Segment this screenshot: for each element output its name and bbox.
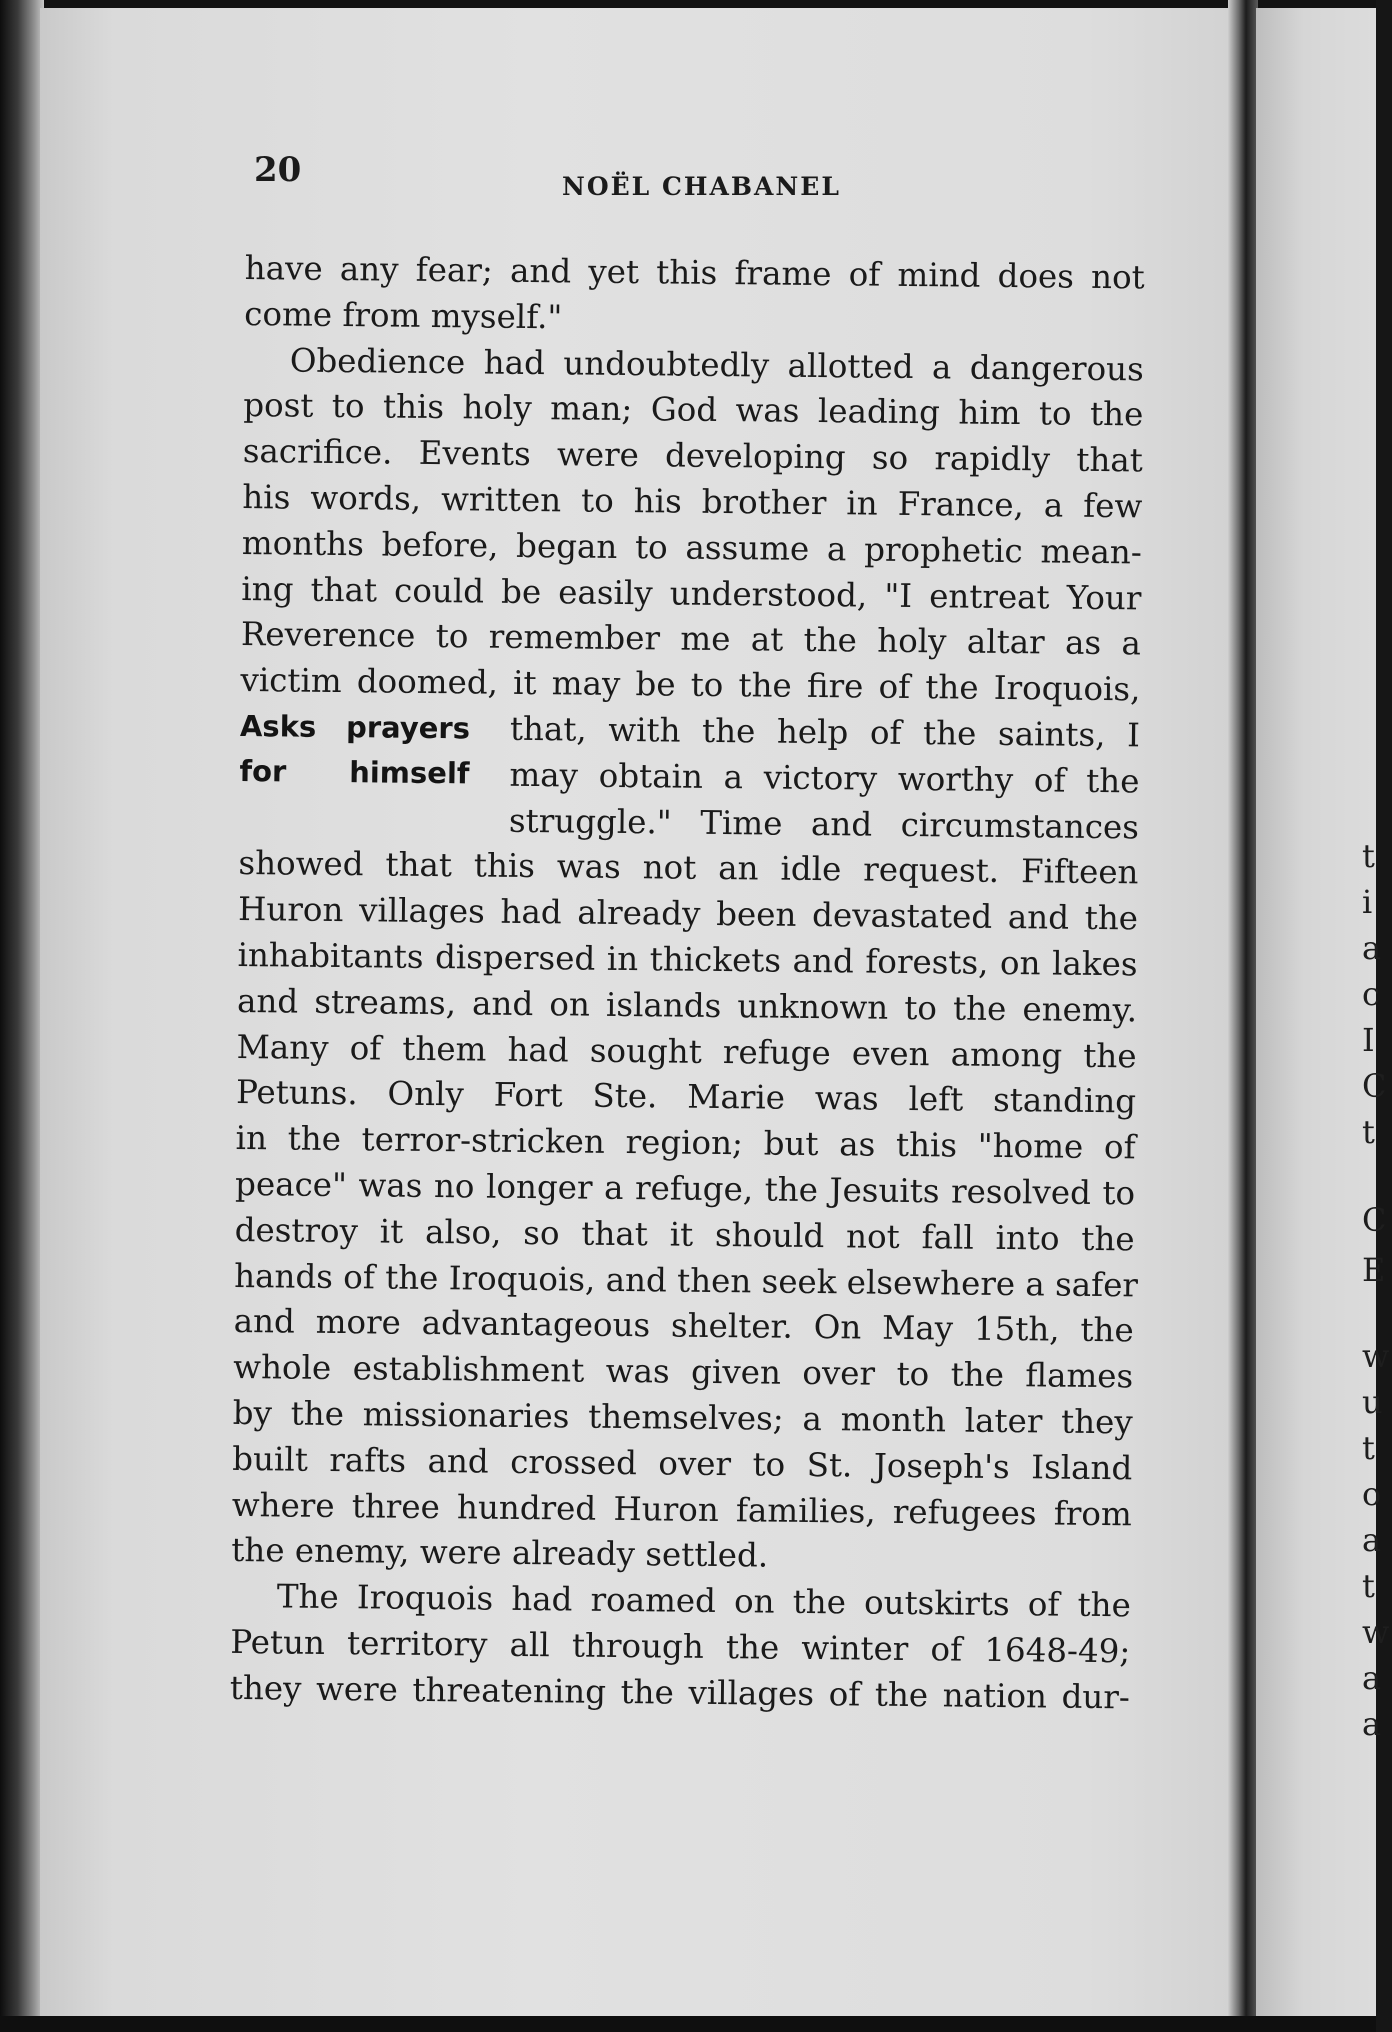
paragraph-1	[244, 246, 1145, 347]
left-film-edge	[0, 0, 44, 2032]
text-line: the enemy, were already settled.	[231, 1531, 769, 1575]
text-line: post to this holy man; God was leading him to the	[243, 386, 1144, 434]
text-line: and streams, and on islands unknown to the enemy.	[236, 981, 1138, 1030]
edge-letter: t	[1362, 1567, 1375, 1605]
edge-letter: c	[1362, 975, 1380, 1013]
text-line: Petun territory all through the winter of 1648-49;	[230, 1622, 1131, 1671]
edge-letter: a	[1362, 1521, 1382, 1559]
text-line: his words, written to his brother in France, a few	[242, 477, 1143, 526]
edge-letter: C	[1362, 1201, 1387, 1239]
text-line: ing that could be easily understood, "I entreat Your	[241, 569, 1142, 617]
edge-letter: o	[1362, 1475, 1382, 1513]
text-line: whole establishment was given over to the flames	[233, 1348, 1134, 1396]
edge-letter: t	[1362, 1113, 1375, 1151]
edge-letter: t	[1362, 837, 1375, 875]
text-line: showed that this was not an idle request. Fifteen	[238, 844, 1139, 892]
text-line: Huron villages had already been devastated and the	[237, 890, 1139, 938]
edge-letter: I	[1362, 1021, 1375, 1059]
margin-note	[239, 704, 470, 796]
text-line: Many of them had sought refuge even among the	[236, 1027, 1137, 1075]
edge-letter: t	[1362, 1429, 1375, 1467]
edge-letter: a	[1362, 1659, 1382, 1697]
facing-page-edge	[1256, 8, 1390, 2020]
edge-letter: i	[1362, 883, 1373, 921]
edge-letter: E	[1362, 1251, 1386, 1289]
edge-letter: w	[1362, 1613, 1390, 1651]
text-line: have any fear; and yet this frame of mind does not	[244, 248, 1145, 297]
text-line: sacrifice. Events were developing so rapidly that	[242, 432, 1144, 480]
bottom-film-edge	[0, 2016, 1376, 2032]
text-line: struggle." Time and circumstances	[508, 801, 1140, 846]
paragraph-2	[231, 338, 1144, 1584]
text-line: peace" was no longer a refuge, the Jesuits resolved to	[234, 1164, 1136, 1213]
text-line: Petuns. Only Fort Ste. Marie was left standing	[235, 1073, 1137, 1121]
text-line: destroy it also, so that it should not fall into the	[234, 1210, 1135, 1259]
text-line: by the missionaries themselves; a month later they	[232, 1393, 1133, 1442]
text-line: hands of the Iroquois, and then seek elsewhere a safer	[234, 1256, 1139, 1304]
text-line: Obedience had undoubtedly allotted a dangerous	[289, 341, 1144, 389]
text-line: may obtain a victory worthy of the	[509, 755, 1140, 801]
text-line: built rafts and crossed over to St. Joseph's Island	[232, 1439, 1133, 1488]
running-head: NOËL CHABANEL	[562, 172, 841, 201]
text-line: months before, began to assume a prophetic mean-	[241, 523, 1143, 572]
margin-note-block	[239, 704, 1140, 851]
edge-letter: w	[1362, 1337, 1390, 1375]
text-line: in the terror-stricken region; but as this "home of	[235, 1119, 1136, 1167]
book-gutter	[1228, 0, 1258, 2032]
text-line: that, with the help of the saints, I	[509, 709, 1141, 755]
edge-letter: a	[1362, 929, 1382, 967]
edge-letter: a	[1362, 1705, 1382, 1743]
text-line: inhabitants dispersed in thickets and forests, on lakes	[237, 935, 1138, 984]
edge-letter: C	[1362, 1067, 1387, 1105]
margin-note-line: for himself	[239, 753, 470, 791]
text-line: they were threatening the villages of the nation dur-	[229, 1668, 1131, 1717]
text-line: victim doomed, it may be to the fire of the Iroquois,	[240, 661, 1141, 709]
text-line: come from myself."	[244, 294, 563, 337]
text-line: Reverence to remember me at the holy altar as a	[240, 615, 1142, 663]
text-line: The Iroquois had roamed on the outskirts of the	[276, 1577, 1132, 1625]
edge-letter: u	[1362, 1383, 1383, 1421]
text-line: and more advantageous shelter. On May 15th, the	[233, 1302, 1134, 1350]
text-line: where three hundred Huron families, refugees from	[231, 1485, 1132, 1533]
body-text	[230, 246, 1145, 1721]
paragraph-3	[230, 1574, 1131, 1721]
margin-note-line: Asks prayers	[239, 708, 471, 746]
page-number: 20	[254, 150, 302, 190]
